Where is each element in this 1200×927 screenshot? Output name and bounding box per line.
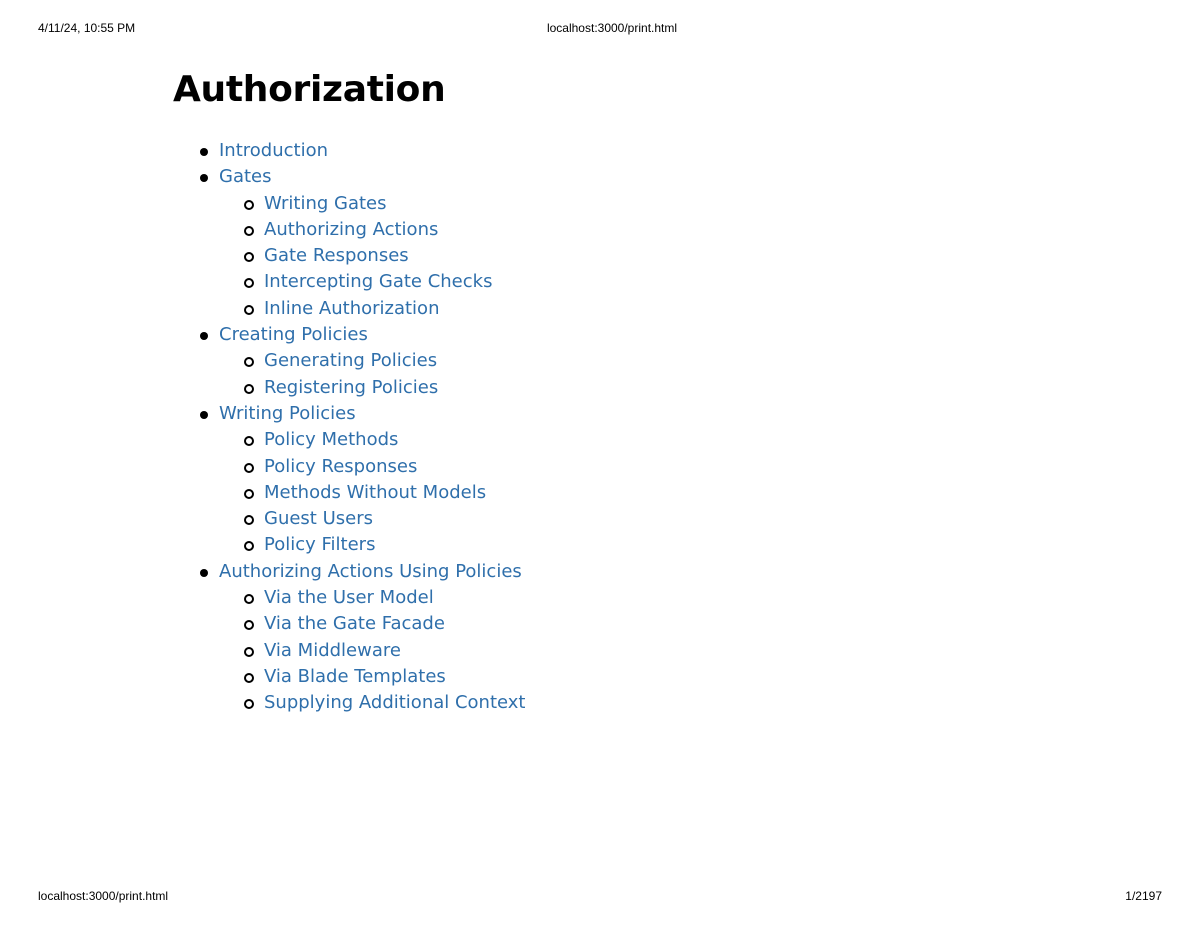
toc-sublink[interactable]: Gate Responses: [264, 245, 409, 267]
toc-sublink[interactable]: Guest Users: [264, 508, 373, 530]
toc-subitem: [264, 532, 1073, 558]
toc-item: [219, 559, 1073, 717]
toc-sublink[interactable]: Via the Gate Facade: [264, 613, 445, 635]
print-footer: [38, 889, 1162, 905]
print-datetime: 4/11/24, 10:55 PM: [38, 21, 136, 35]
toc-subitem: [264, 690, 1073, 716]
toc-subitem: [264, 638, 1073, 664]
toc-sublink[interactable]: Via Middleware: [264, 639, 401, 661]
page-title: Authorization: [173, 69, 446, 110]
toc-subitem: [264, 269, 1073, 295]
toc-subitem: [264, 243, 1073, 269]
toc-sublink[interactable]: Via Blade Templates: [264, 665, 446, 687]
toc-subitem: [264, 664, 1073, 690]
print-header: [38, 21, 1162, 37]
toc-sublink[interactable]: Methods Without Models: [264, 481, 487, 503]
toc-sublink[interactable]: Policy Responses: [264, 455, 418, 477]
toc-sublink[interactable]: Registering Policies: [264, 376, 439, 398]
toc-item: [219, 401, 1073, 559]
toc-sublink[interactable]: Policy Filters: [264, 534, 376, 556]
toc-sublist: [219, 427, 1073, 558]
toc-subitem: [264, 506, 1073, 532]
toc-subitem: [264, 427, 1073, 453]
toc-item: [219, 164, 1073, 322]
toc-subitem: [264, 375, 1073, 401]
toc-link[interactable]: Introduction: [219, 140, 329, 161]
toc-subitem: [264, 217, 1073, 243]
print-footer-url: localhost:3000/print.html: [38, 889, 169, 903]
toc-link[interactable]: Authorizing Actions Using Policies: [219, 560, 522, 582]
toc-subitem: [264, 454, 1073, 480]
toc-sublink[interactable]: Generating Policies: [264, 350, 438, 372]
toc-sublink[interactable]: Authorizing Actions: [264, 218, 439, 240]
toc-link[interactable]: Creating Policies: [219, 324, 368, 346]
toc-sublink[interactable]: Policy Methods: [264, 429, 399, 451]
toc-sublist: [219, 191, 1073, 322]
toc-sublink[interactable]: Intercepting Gate Checks: [264, 271, 493, 293]
print-header-url: localhost:3000/print.html: [546, 21, 678, 35]
toc-sublink[interactable]: Via the User Model: [264, 587, 434, 609]
page-number: 1/2197: [1125, 889, 1162, 903]
toc-sublist: [219, 348, 1073, 401]
document-body: [173, 64, 1073, 717]
toc-subitem: [264, 191, 1073, 217]
toc-subitem: [264, 480, 1073, 506]
toc-link[interactable]: Writing Policies: [219, 402, 356, 424]
toc-link[interactable]: Gates: [219, 166, 272, 188]
toc-subitem: [264, 296, 1073, 322]
toc-sublink[interactable]: Supplying Additional Context: [264, 692, 526, 714]
toc-subitem: [264, 611, 1073, 637]
toc-subitem: [264, 585, 1073, 611]
toc-item: [219, 138, 1073, 164]
toc-sublist: [219, 585, 1073, 716]
toc-subitem: [264, 348, 1073, 374]
table-of-contents: [173, 138, 1073, 717]
toc-sublink[interactable]: Inline Authorization: [264, 297, 440, 319]
toc-sublink[interactable]: Writing Gates: [264, 192, 387, 214]
toc-item: [219, 322, 1073, 401]
